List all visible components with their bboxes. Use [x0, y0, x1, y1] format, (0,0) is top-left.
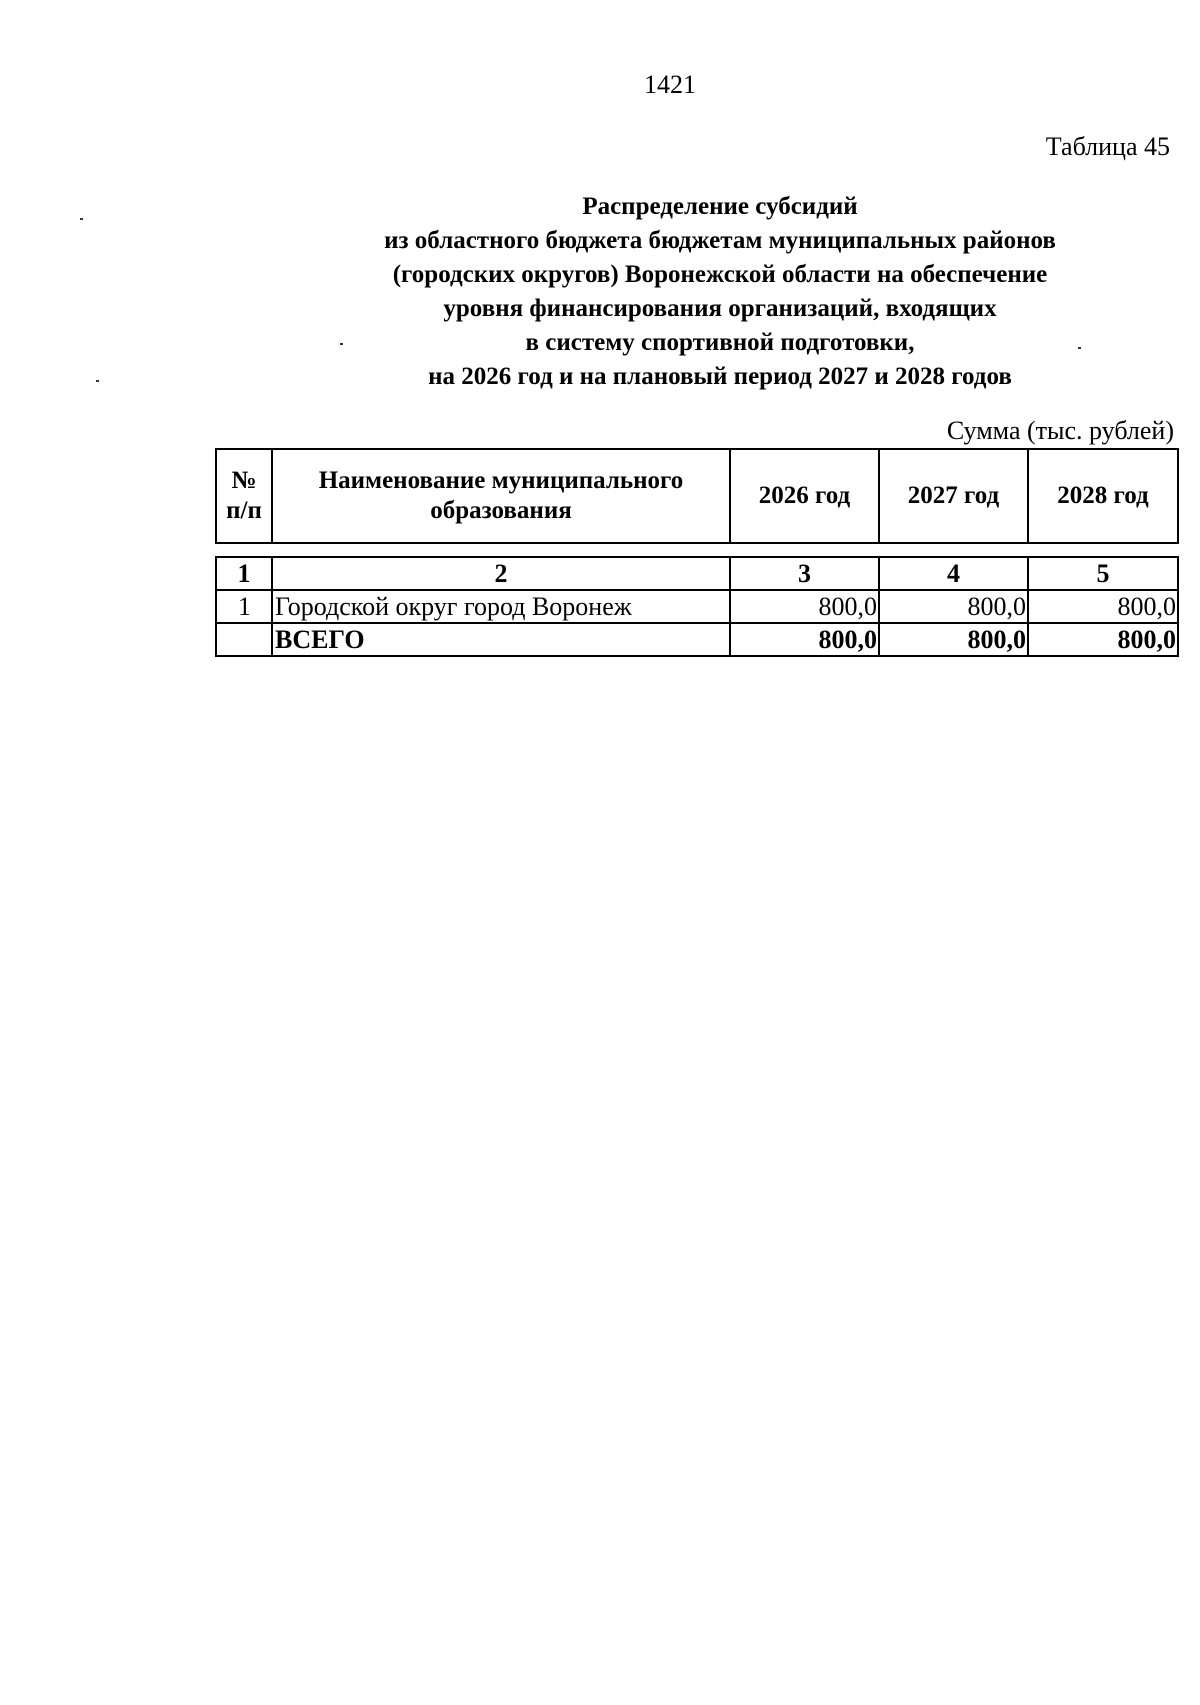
header-2026: 2026 год — [730, 449, 879, 543]
header-num: № п/п — [216, 449, 272, 543]
title-line: уровня финансирования организаций, входящих — [443, 295, 997, 322]
row-value-2027: 800,0 — [879, 590, 1028, 623]
row-num: 1 — [216, 590, 272, 623]
scan-speck — [96, 380, 99, 382]
title-line: на 2026 год и на плановый период 2027 и 2028 годов — [428, 363, 1012, 390]
header-2027: 2027 год — [879, 449, 1028, 543]
total-row — [216, 623, 1178, 656]
title-line: из областного бюджета бюджетам муниципальных районов — [384, 227, 1056, 254]
row-value-2028: 800,0 — [1028, 590, 1178, 623]
table-row — [216, 590, 1178, 623]
header-name: Наименование муниципального образования — [272, 449, 730, 543]
column-number: 2 — [272, 557, 730, 590]
scan-speck — [80, 218, 83, 220]
total-value-2028: 800,0 — [1028, 623, 1178, 656]
scan-speck — [1078, 347, 1081, 349]
title-line: в систему спортивной подготовки, — [525, 329, 915, 356]
units-label: Сумма (тыс. рублей) — [946, 416, 1174, 445]
row-value-2026: 800,0 — [730, 590, 879, 623]
table-label: Таблица 45 — [1045, 132, 1170, 161]
column-number: 3 — [730, 557, 879, 590]
total-num — [216, 623, 272, 656]
row-name: Городской округ город Воронеж — [272, 590, 730, 623]
column-number: 4 — [879, 557, 1028, 590]
header-table — [215, 448, 1179, 544]
document-title — [300, 190, 1140, 394]
column-number-row — [216, 557, 1178, 590]
scan-speck — [340, 343, 343, 345]
header-2028: 2028 год — [1028, 449, 1178, 543]
title-line: Распределение субсидий — [582, 193, 858, 220]
page-number: 1421 — [644, 70, 696, 99]
data-table — [215, 556, 1179, 657]
total-value-2027: 800,0 — [879, 623, 1028, 656]
total-label: ВСЕГО — [272, 623, 730, 656]
column-number: 5 — [1028, 557, 1178, 590]
column-number: 1 — [216, 557, 272, 590]
total-value-2026: 800,0 — [730, 623, 879, 656]
header-row — [216, 449, 1178, 543]
title-line: (городских округов) Воронежской области на обеспечение — [392, 261, 1048, 288]
